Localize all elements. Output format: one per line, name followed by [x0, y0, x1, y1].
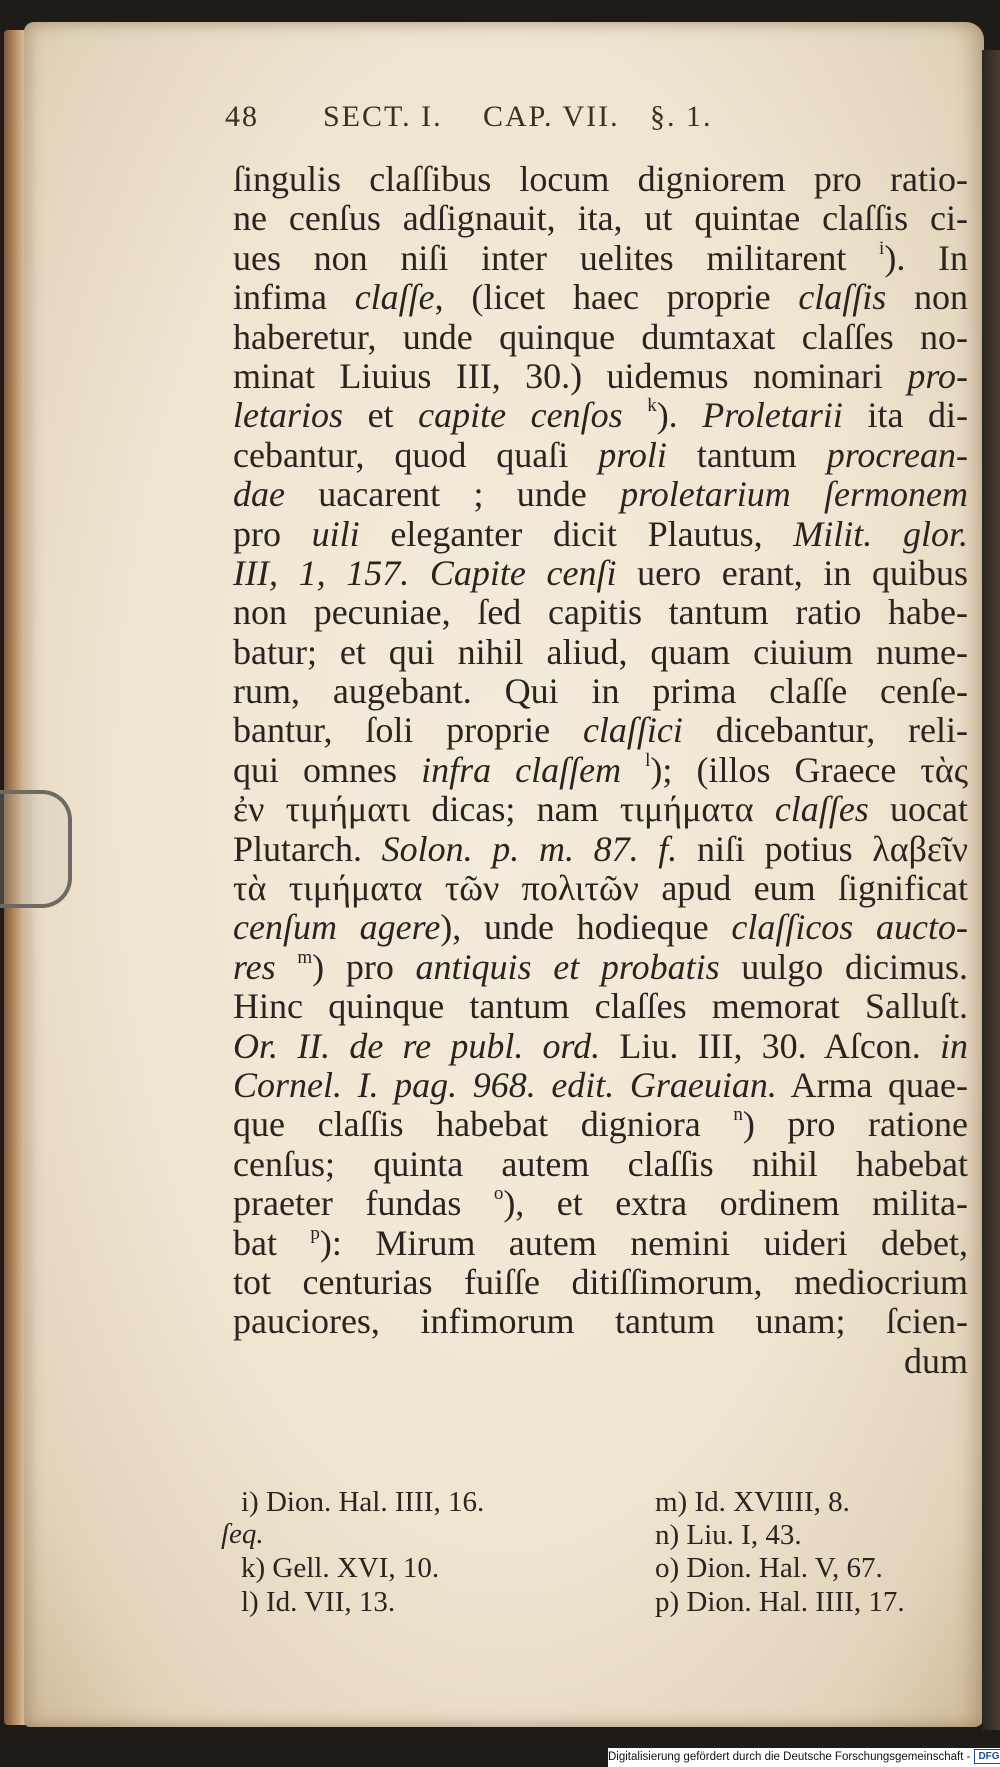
text-line: dae uacarent ; unde proletarium ſermonem	[233, 474, 968, 515]
running-head	[225, 100, 865, 150]
text-line: rum, augebant. Qui in prima claſſe cenſe-	[233, 671, 968, 712]
text-line: ues non niſi inter uelites militarent $^i$). In	[233, 237, 968, 278]
text-line: que claſſis habebat digniora $^n$) pro ratione	[233, 1104, 968, 1145]
text-line: cenſus; quinta autem claſſis nihil habebat	[233, 1143, 968, 1184]
text-line: infima claſſe, (licet haec proprie claſſis non	[233, 277, 969, 318]
text-line: cenſum agere), unde hodieque claſſicos auctо-	[233, 907, 968, 948]
footnote-o: o) Dion. Hal. V, 67.	[655, 1552, 883, 1584]
text-line: res $^m$) pro antiquis et probatis uulgo dicimus.	[233, 946, 968, 987]
text-line: τὰ τιμήματα τῶν πολιτῶν apud eum ſignificat	[233, 868, 968, 909]
dfg-logo: DFG	[974, 1749, 1000, 1764]
text-line: Cornel. I. pag. 968. edit. Graeuian. Arma quae-	[233, 1064, 968, 1105]
text-line: letarios et capite cenſos $^k$). Proletarii ita di-	[233, 395, 968, 436]
text-line: bantur, ſoli proprie claſſici dicebantur, reli-	[233, 710, 968, 751]
text-line: non pecuniae, ſed capitis tantum ratio habe-	[233, 592, 968, 633]
text-line: tot centurias fuiſſe ditiſſimorum, mediocrium	[233, 1261, 968, 1302]
page-number: 48	[225, 100, 259, 133]
text-line: praeter fundas $^o$), et extra ordinem milita-	[233, 1183, 968, 1224]
footnote-n: n) Liu. I, 43.	[655, 1519, 802, 1551]
text-line: cebantur, quod quaſi proli tantum procrean-	[233, 434, 969, 475]
footnotes	[221, 1485, 968, 1625]
text-line: Plutarch. Solon. p. m. 87. f. niſi potius λαβεῖν	[233, 828, 968, 869]
binding-shadow	[982, 50, 1000, 1730]
footnote-i-continuation: ſeq.	[221, 1518, 264, 1550]
chapter-label: CAP. VII.	[483, 100, 620, 133]
paragraph-label: §. 1.	[650, 100, 713, 133]
text-line: III, 1, 157. Capite cenſi uero erant, in quibus	[233, 552, 968, 593]
text-line: Hinc quinque tantum claſſes memorat Salluſt.	[233, 986, 968, 1027]
footnote-k: k) Gell. XVI, 10.	[241, 1552, 440, 1584]
digitization-credit-text: Digitalisierung gefördert durch die Deutsche Forschungsgemeinschaft -	[608, 1751, 971, 1763]
footnote-i: i) Dion. Hal. IIII, 16.	[241, 1486, 485, 1518]
text-line: minat Liuius III, 30.) uidemus nominari pro-	[233, 355, 968, 396]
footnote-m: m) Id. XVIIII, 8.	[655, 1486, 850, 1518]
section-label: SECT. I.	[323, 100, 443, 133]
text-line: haberetur, unde quinque dumtaxat claſſes no-	[233, 316, 968, 357]
text-line: bat $^p$): Mirum autem nemini uideri debet,	[233, 1222, 968, 1263]
footnote-p: p) Dion. Hal. IIII, 17.	[655, 1586, 905, 1618]
text-line: qui omnes infra claſſem $^l$); (illos Graece τὰς	[233, 749, 969, 790]
main-text-block	[233, 160, 968, 1381]
text-line: ἐν τιμήματι dicas; nam τιμήματα claſſes uocat	[233, 789, 968, 830]
text-line: ne cenſus adſignauit, ita, ut quintae claſſis ci-	[233, 198, 968, 239]
footnote-l: l) Id. VII, 13.	[241, 1586, 396, 1618]
text-line: ſingulis claſſibus locum digniorem pro ratio-	[233, 159, 968, 199]
catchword: dum	[903, 1340, 968, 1381]
text-line: pro uili eleganter dicit Plautus, Milit. glor.	[233, 513, 968, 554]
text-line: Or. II. de re publ. ord. Liu. III, 30. Aſcon. in	[233, 1025, 968, 1066]
text-line: batur; et qui nihil aliud, quam ciuium nume-	[233, 631, 968, 672]
page-clip	[0, 790, 72, 908]
text-line: pauciores, infimorum tantum unam; ſcien-	[233, 1301, 968, 1342]
digitization-credit	[608, 1748, 1000, 1767]
